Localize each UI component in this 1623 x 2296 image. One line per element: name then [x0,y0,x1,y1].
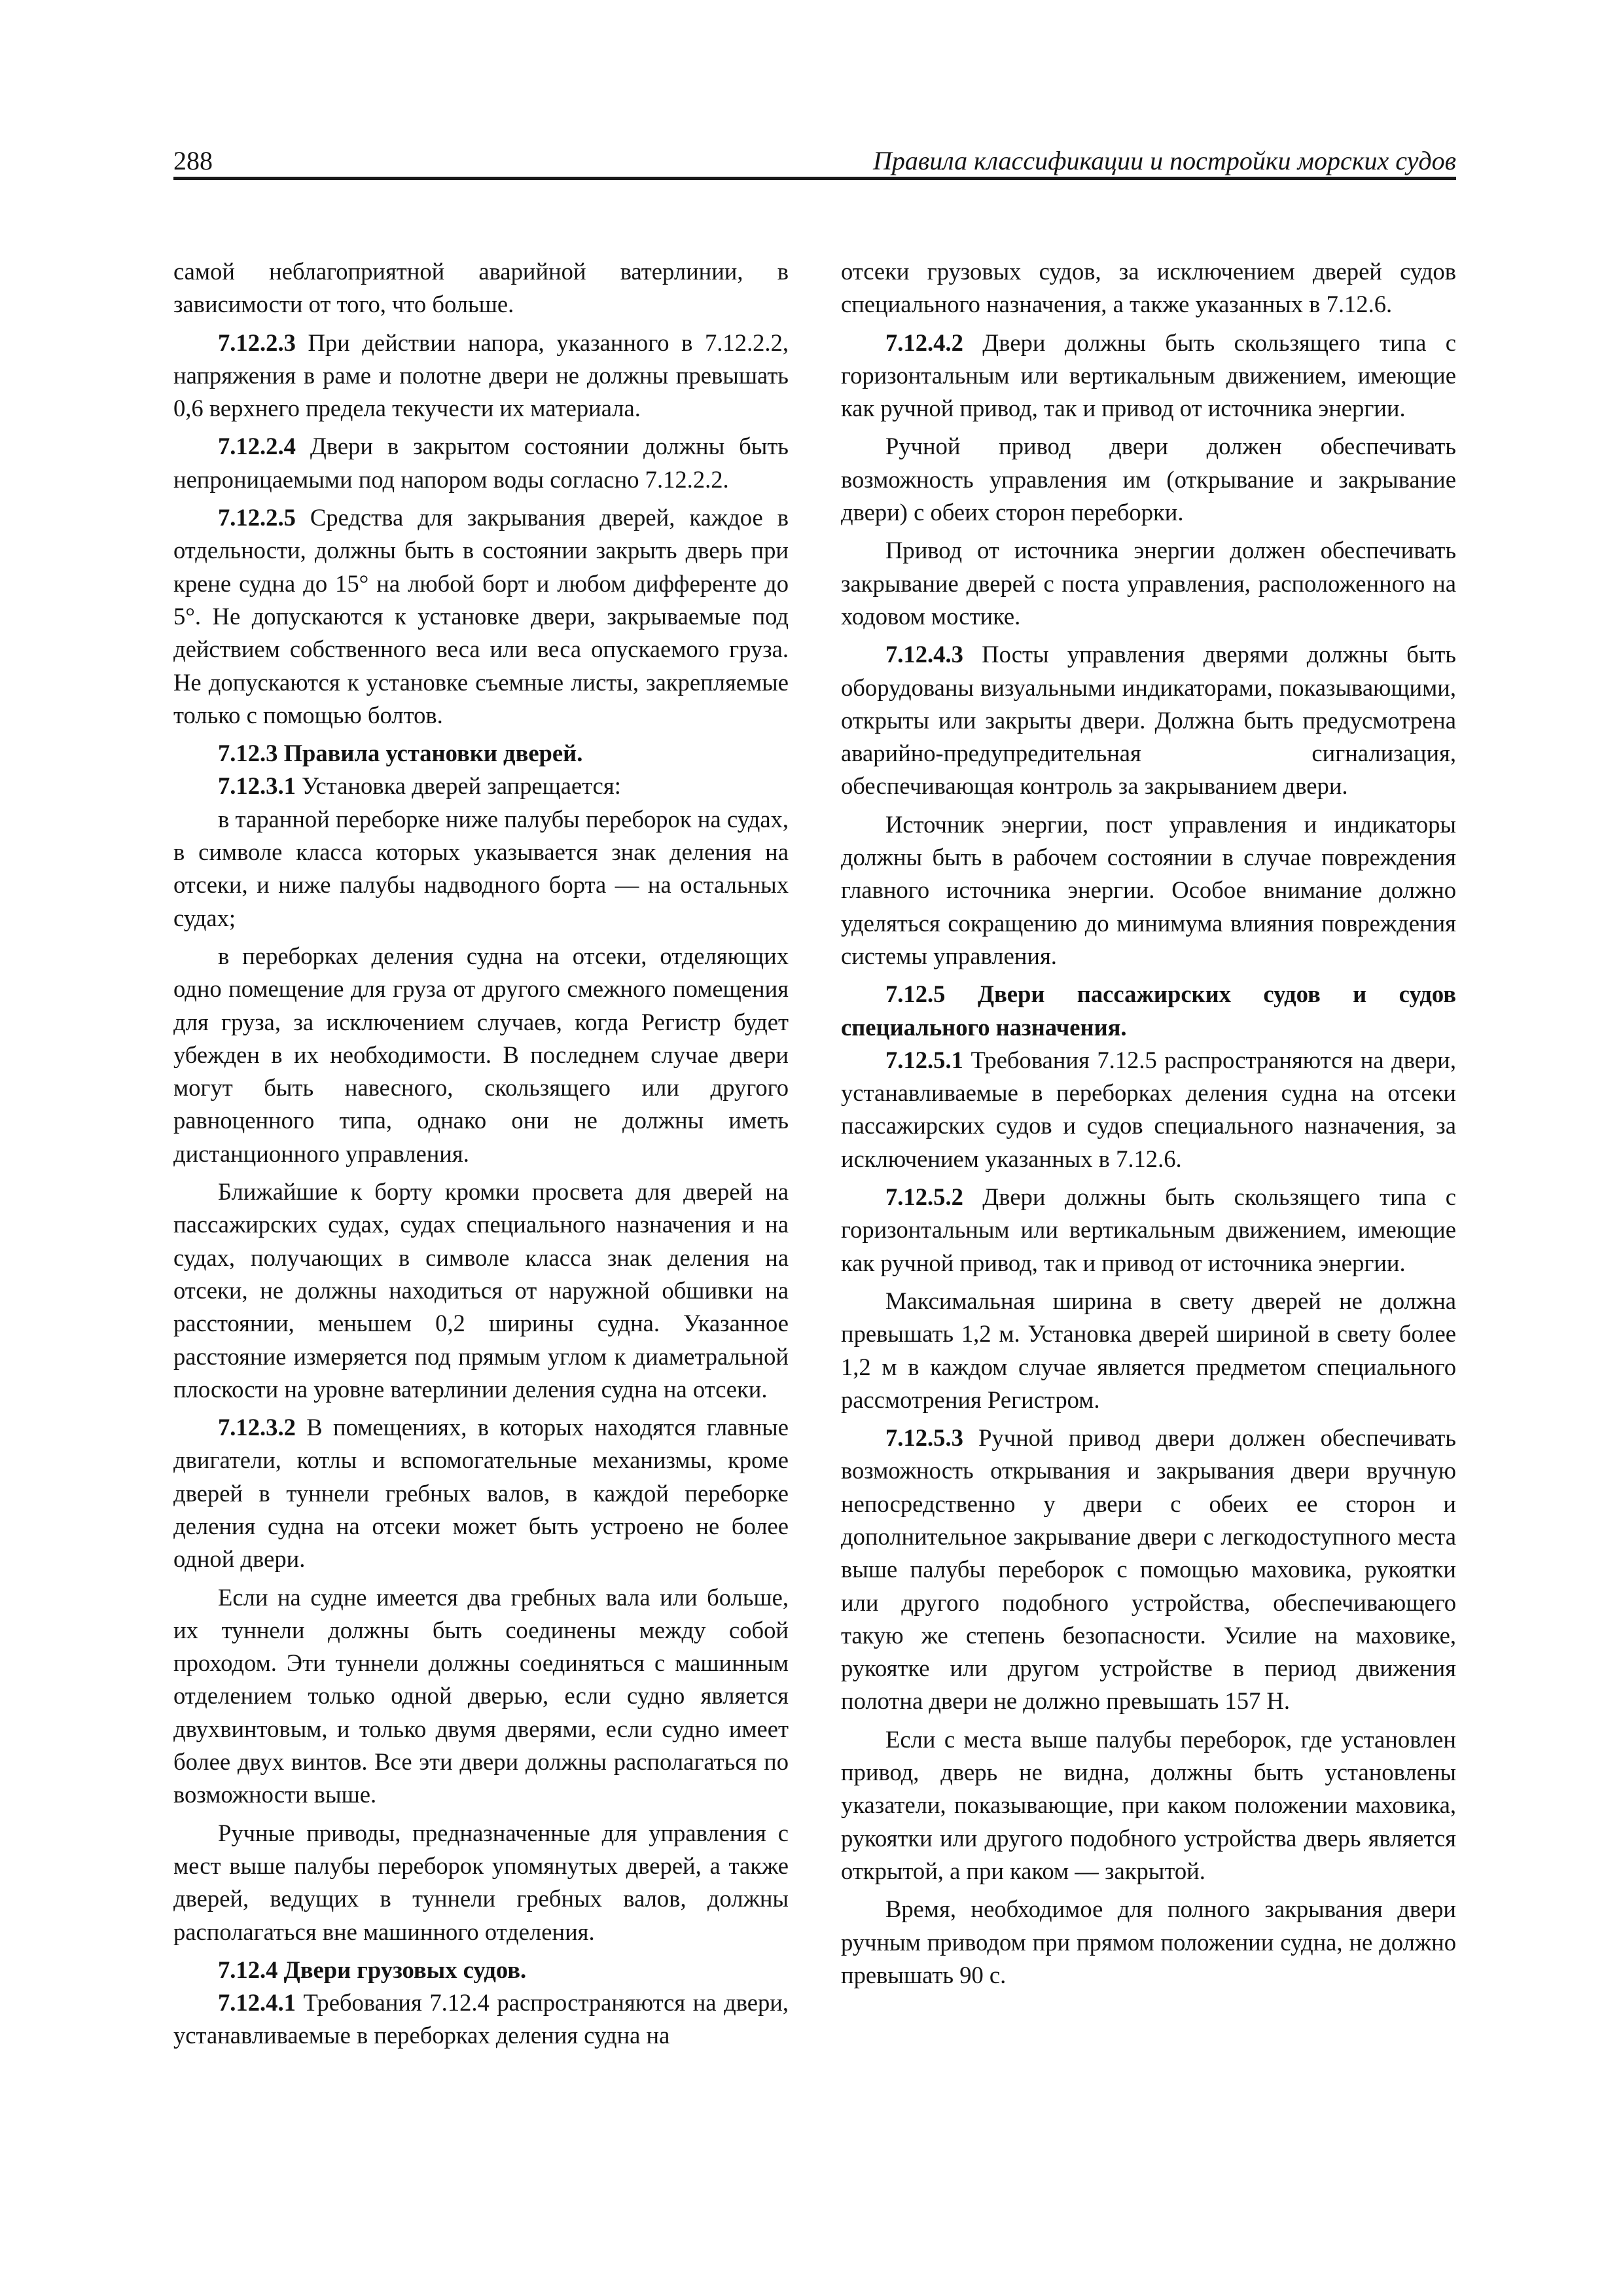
clause-paragraph [841,1044,1456,1175]
paragraph: Ручные приводы, предназначенные для управления с мест выше палубы переборок упомянутых дверей, а также дверей, ведущих в туннели гребных валов, должны располагаться вне машинного отделения. [173,1819,789,1945]
right-column [841,255,1456,1992]
clause-number: 7.12.4.1 [218,1989,296,2017]
paragraph: Если с места выше палубы переборок, где установлен привод, дверь не видна, должны быть установлены указатели, показывающие, при каком положении маховика, рукоятки или другого подобного устройства дверь является открытой, а при каком — закрытой. [841,1725,1456,1884]
clause-number: 7.12.5.3 [885,1424,963,1452]
clause-text: Посты управления дверями должны быть оборудованы визуальными индикаторами, показывающими, открыты или закрыты двери. Должна быть предусмотрена аварийно-предупредительная сигнализация, обеспечивающая контроль за закрыванием двери. [841,641,1456,800]
header-rule [173,177,1456,180]
paragraph: Максимальная ширина в свету дверей не должна превышать 1,2 м. Установка дверей шириной в свету более 1,2 м в каждом случае является предметом специального рассмотрения Регистром. [841,1287,1456,1413]
paragraph: в таранной переборке ниже палубы переборок на судах, в символе класса которых указывается знак деления на отсеки, и ниже палубы надводного борта — на остальных судах; [173,805,789,931]
clause-number: 7.12.2.5 [218,504,296,531]
paragraph: отсеки грузовых судов, за исключением дверей судов специального назначения, а также указанных в 7.12.6. [841,258,1456,318]
clause-number: 7.12.3.1 [218,772,296,800]
paragraph: Источник энергии, пост управления и индикаторы должны быть в рабочем состоянии в случае повреждения главного источника энергии. Особое внимание должно уделяться сокращению до минимума влияния повреждения системы управления. [841,810,1456,969]
section-heading: 7.12.3 Правила установки дверей. [218,740,583,767]
section-heading: 7.12.5 Двери пассажирских судов и судов специального назначения. [841,980,1456,1041]
clause-paragraph [841,1422,1456,1718]
clause-text: Ручной привод двери должен обеспечивать возможность открывания и закрывания двери вручную непосредственно у двери с обеих ее сторон и дополнительное закрывание двери с легкодоступного места выше палубы переборок с помощью маховика, рукоятки или другого подобного устройства, обеспечивающего такую же степень безопасности. Усилие на маховике, рукоятке или другом устройстве в период движения полотна двери не должно превышать 157 Н. [841,1424,1456,1715]
clause-paragraph [173,1411,789,1575]
paragraph: Ближайшие к борту кромки просвета для дверей на пассажирских судах, судах специального назначения и на судах, получающих в символе класса знак деления на отсеки, не должны находиться от наружной обшивки на расстоянии, меньшем 0,2 ширины судна. Указанное расстояние измеряется под прямым углом к диаметральной плоскости на уровне ватерлинии деления судна на отсеки. [173,1178,789,1403]
clause-paragraph [173,1986,789,2053]
clause-text: При действии напора, указанного в 7.12.2.2, напряжения в раме и полотне двери не должны превышать 0,6 верхнего предела текучести их материала. [173,329,789,422]
clause-number: 7.12.4.2 [885,329,963,356]
running-title: Правила классификации и постройки морских судов [872,146,1456,175]
clause-paragraph [841,1181,1456,1280]
clause-number: 7.12.2.3 [218,329,296,356]
clause-number: 7.12.5.1 [885,1046,963,1073]
clause-paragraph [173,770,789,802]
text-columns [173,255,1456,2121]
clause-number: 7.12.5.2 [885,1183,963,1211]
clause-text: В помещениях, в которых находятся главные двигатели, котлы и вспомогательные механизмы, кроме дверей в туннели гребных валов, в каждой переборке деления судна на отсеки может быть устроено не более одной двери. [173,1414,789,1573]
clause-text: Средства для закрывания дверей, каждое в отдельности, должны быть в состоянии закрыть дверь при крене судна до 15° на любой борт и любом дифференте до 5°. Не допускаются к установке двери, закрываемые под действием собственного веса или веса опускаемого груза. Не допускаются к установке съемные листы, закрепляемые только с помощью болтов. [173,504,789,728]
paragraph: самой неблагоприятной аварийной ватерлинии, в зависимости от того, что больше. [173,258,789,318]
clause-paragraph [173,501,789,732]
clause-paragraph [841,638,1456,802]
paragraph: Если на судне имеется два гребных вала или больше, их туннели должны быть соединены между собой проходом. Эти туннели должны соединяться с машинным отделением только одной дверью, если судно является двухвинтовым, и только двумя дверями, если судно имеет более двух винтов. Все эти двери должны располагаться по возможности выше. [173,1583,789,1808]
section-heading: 7.12.4 Двери грузовых судов. [218,1956,527,1983]
left-column [173,255,789,2053]
clause-number: 7.12.2.4 [218,433,296,460]
clause-paragraph [173,430,789,496]
clause-paragraph [841,327,1456,425]
paragraph: Ручной привод двери должен обеспечивать возможность управления им (открывание и закрывание двери) с обеих сторон переборки. [841,433,1456,526]
clause-text: Двери должны быть скользящего типа с горизонтальным или вертикальным движением, имеющие как ручной привод, так и привод от источника энергии. [841,1183,1456,1276]
paragraph: в переборках деления судна на отсеки, отделяющих одно помещение для груза от другого смежного помещения для груза, за исключением случаев, когда Регистр будет убежден в их необходимости. В последнем случае двери могут быть навесного, скользящего или другого равноценного типа, однако они не должны иметь дистанционного управления. [173,942,789,1167]
clause-text: Требования 7.12.4 распространяются на двери, устанавливаемые в переборках деления судна на [173,1989,789,2049]
clause-text: Установка дверей запрещается: [295,772,621,800]
clause-paragraph [173,327,789,425]
clause-text: Двери в закрытом состоянии должны быть непроницаемыми под напором воды согласно 7.12.2.2. [173,433,789,493]
paragraph: Привод от источника энергии должен обеспечивать закрывание дверей с поста управления, расположенного на ходовом мостике. [841,537,1456,630]
page-number: 288 [173,146,213,175]
paragraph: Время, необходимое для полного закрывания двери ручным приводом при прямом положении судна, не должно превышать 90 с. [841,1895,1456,1988]
clause-text: Двери должны быть скользящего типа с горизонтальным или вертикальным движением, имеющие как ручной привод, так и привод от источника энергии. [841,329,1456,422]
clause-number: 7.12.3.2 [218,1414,296,1441]
clause-text: Требования 7.12.5 распространяются на двери, устанавливаемые в переборках деления судна на отсеки пассажирских судов и судов специального назначения, за исключением указанных в 7.12.6. [841,1046,1456,1172]
clause-number: 7.12.4.3 [885,641,963,668]
